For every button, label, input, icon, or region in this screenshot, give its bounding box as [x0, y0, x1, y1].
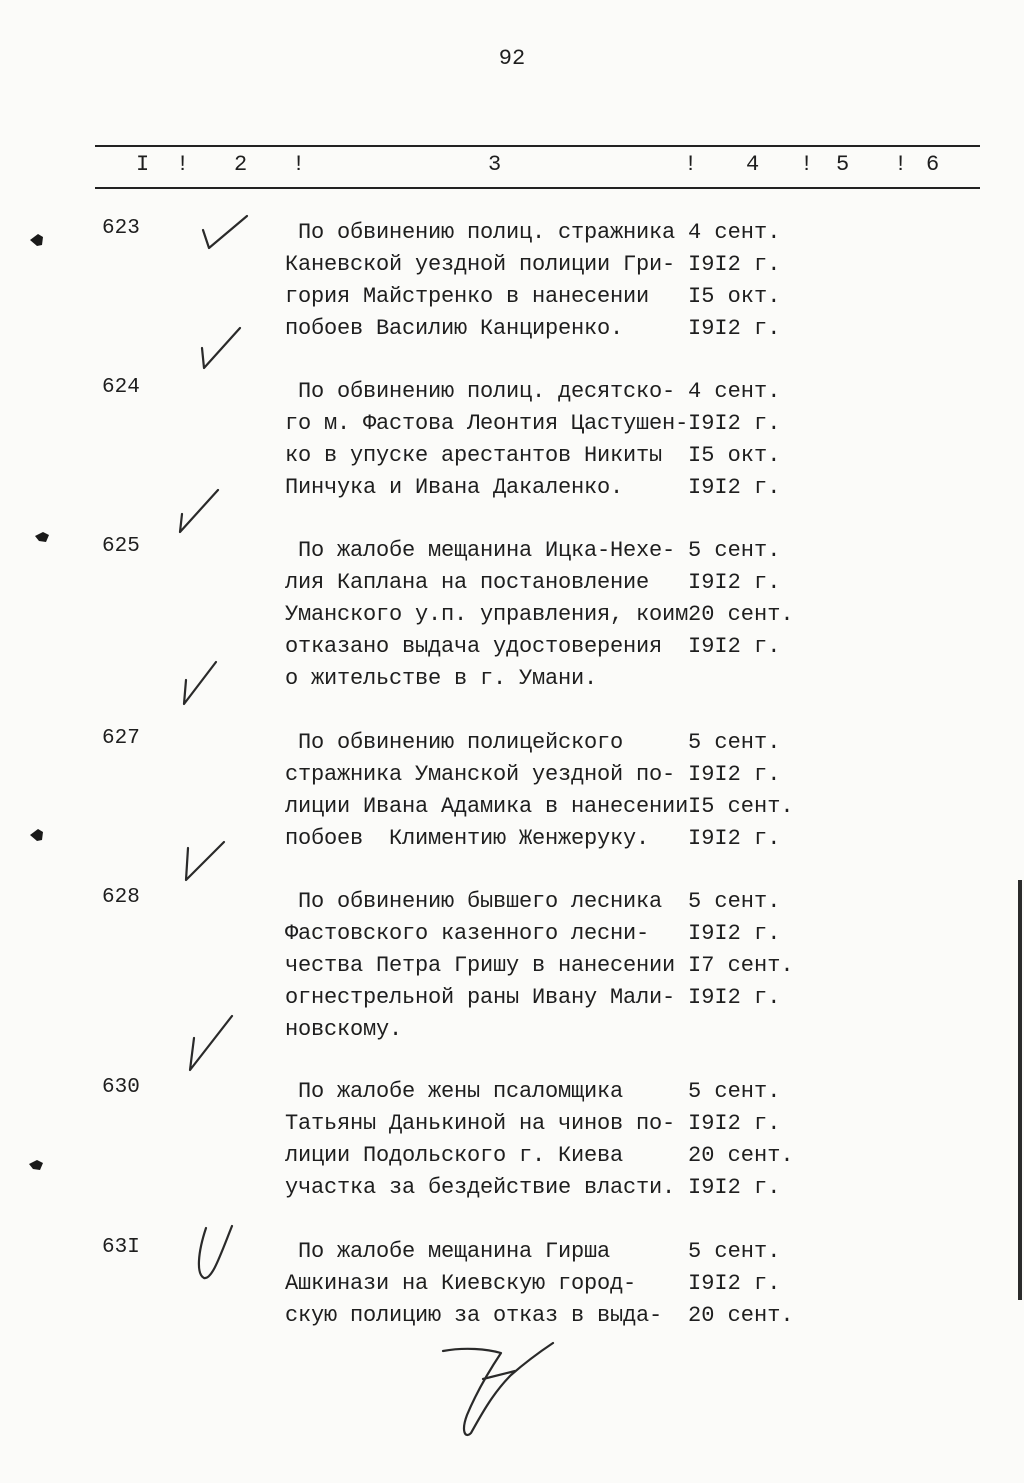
check-mark-icon [170, 484, 230, 544]
entry-text-line: По обвинению полицейского [298, 730, 624, 755]
entry-text-line: побоев Василию Канциренко. [285, 316, 624, 341]
entry-date: I9I2 г. [688, 762, 781, 787]
entry-text-line: огнестрельной раны Ивану Мали- [285, 985, 676, 1010]
entry-date: I9I2 г. [688, 1175, 781, 1200]
entry-date: 20 сент. [688, 1143, 794, 1168]
entry-date: 4 сент. [688, 220, 781, 245]
entry-date: 5 сент. [688, 538, 781, 563]
check-mark-icon [192, 322, 252, 382]
entry-date: I9I2 г. [688, 985, 781, 1010]
entry-text-line: По жалобе мещанина Ицка-Нехе- [298, 538, 676, 563]
entry-text-line: По обвинению полиц. стражника [298, 220, 676, 245]
entry-text-line: побоев Климентию Женжеруку. [285, 826, 650, 851]
check-mark-icon [178, 1012, 238, 1072]
column-separator: ! [800, 152, 814, 177]
entry-number: 628 [102, 886, 140, 909]
entry-text-line: По жалобе мещанина Гирша [298, 1239, 611, 1264]
entry-text-line: скую полицию за отказ в выда- [285, 1303, 663, 1328]
entry-text-line: отказано выдача удостоверения [285, 634, 663, 659]
column-header-4: 4 [746, 152, 760, 177]
entry-text-line: лиции Ивана Адамика в нанесении [285, 794, 689, 819]
check-mark-icon [172, 830, 232, 890]
punch-hole-icon [28, 233, 44, 247]
entry-date: 5 сент. [688, 730, 781, 755]
entry-text-line: гория Майстренко в нанесении [285, 284, 650, 309]
entry-date: I9I2 г. [688, 921, 781, 946]
header-top-rule [95, 145, 980, 147]
entry-date: 5 сент. [688, 1239, 781, 1264]
entry-date: 5 сент. [688, 889, 781, 914]
column-header-1: I [136, 152, 150, 177]
entry-number: 630 [102, 1076, 140, 1099]
punch-hole-icon [28, 828, 44, 842]
entry-number: 63I [102, 1236, 140, 1259]
header-bottom-rule [95, 187, 980, 189]
entry-text-line: го м. Фастова Леонтия Цастушен- [285, 411, 689, 436]
column-header-2: 2 [234, 152, 248, 177]
column-separator: ! [176, 152, 190, 177]
entry-text-line: Каневской уездной полиции Гри- [285, 252, 676, 277]
entry-date: I5 окт. [688, 284, 781, 309]
entry-date: 20 сент. [688, 1303, 794, 1328]
column-header-5: 5 [836, 152, 850, 177]
entry-text-line: новскому. [285, 1017, 403, 1042]
entry-text-line: Пинчука и Ивана Дакаленко. [285, 475, 624, 500]
column-separator: ! [292, 152, 306, 177]
entry-date: I9I2 г. [688, 316, 781, 341]
entry-date: I5 сент. [688, 794, 794, 819]
column-separator: ! [894, 152, 908, 177]
entry-number: 623 [102, 217, 140, 240]
signature-icon [435, 1335, 565, 1445]
column-separator: ! [684, 152, 698, 177]
entry-text-line: Татьяны Данькиной на чинов по- [285, 1111, 676, 1136]
entry-date: 20 сент. [688, 602, 794, 627]
page-edge-shadow [1018, 880, 1022, 1300]
entry-date: I9I2 г. [688, 411, 781, 436]
entry-date: 5 сент. [688, 1079, 781, 1104]
entry-number: 627 [102, 727, 140, 750]
entry-text-line: По обвинению полиц. десятско- [298, 379, 676, 404]
entry-text-line: стражника Уманской уездной по- [285, 762, 676, 787]
entry-text-line: чества Петра Гришу в нанесении [285, 953, 676, 978]
entry-text-line: о жительстве в г. Умани. [285, 666, 598, 691]
entry-date: I9I2 г. [688, 826, 781, 851]
entry-text-line: Фастовского казенного лесни- [285, 921, 650, 946]
entry-number: 625 [102, 535, 140, 558]
check-mark-icon [186, 1222, 246, 1282]
entry-date: I9I2 г. [688, 570, 781, 595]
entry-text-line: лиции Подольского г. Киева [285, 1143, 624, 1168]
entry-date: I9I2 г. [688, 1111, 781, 1136]
entry-date: I9I2 г. [688, 252, 781, 277]
entry-date: I9I2 г. [688, 1271, 781, 1296]
entry-text-line: По жалобе жены псаломщика [298, 1079, 624, 1104]
entry-date: I7 сент. [688, 953, 794, 978]
entry-date: 4 сент. [688, 379, 781, 404]
check-mark-icon [195, 208, 255, 268]
column-header-3: 3 [488, 152, 502, 177]
punch-hole-icon [34, 530, 50, 544]
entry-text-line: участка за бездействие власти. [285, 1175, 676, 1200]
entry-text-line: Уманского у.п. управления, коим [285, 602, 689, 627]
entry-text-line: По обвинению бывшего лесника [298, 889, 663, 914]
entry-text-line: Ашкинази на Киевскую город- [285, 1271, 637, 1296]
column-header-6: 6 [926, 152, 940, 177]
entry-date: I5 окт. [688, 443, 781, 468]
entry-text-line: ко в упуске арестантов Никиты [285, 443, 663, 468]
entry-text-line: лия Каплана на постановление [285, 570, 650, 595]
check-mark-icon [172, 656, 232, 716]
page-number: 92 [498, 46, 526, 71]
entry-number: 624 [102, 376, 140, 399]
entry-date: I9I2 г. [688, 475, 781, 500]
entry-date: I9I2 г. [688, 634, 781, 659]
punch-hole-icon [28, 1158, 44, 1172]
